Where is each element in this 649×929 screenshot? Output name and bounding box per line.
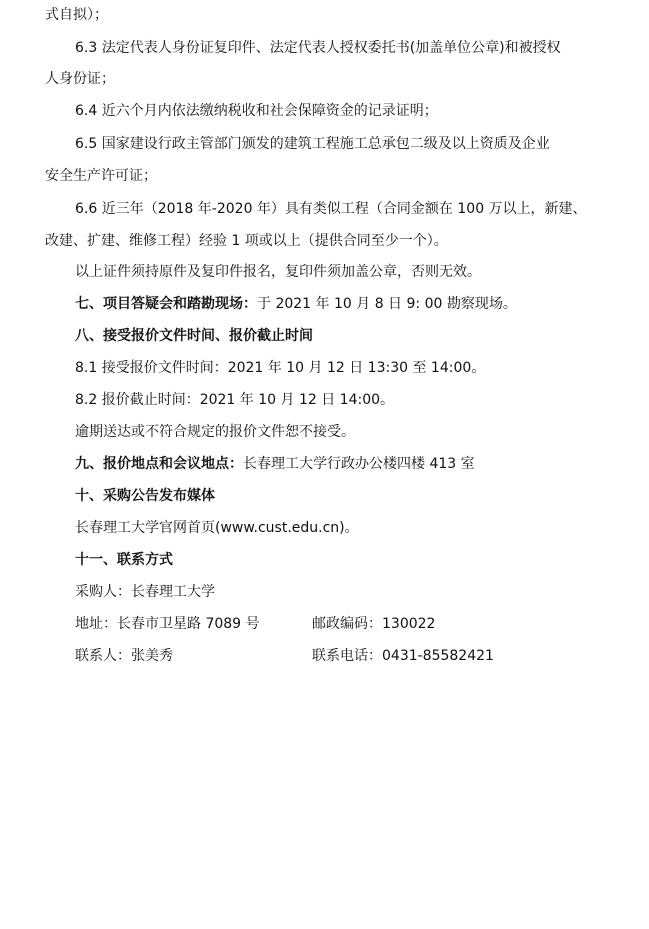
section-7-text: 于 2021 年 10 月 8 日 9: 00 勘察现场。	[257, 296, 517, 312]
section-9-title: 九、报价地点和会议地点：	[75, 456, 243, 472]
section-7	[75, 293, 604, 315]
contact-phone: 联系电话：0431-85582421	[312, 648, 494, 664]
section-11-title: 十一、联系方式	[75, 552, 173, 568]
contact-person: 联系人：张美秀	[75, 648, 173, 664]
continued-line: 式自拟）；	[45, 7, 108, 23]
item-6-6-line-1: 6.6 近三年（2018 年-2020 年）具有类似工程（合同金额在 100 万以上，新建、	[75, 201, 587, 217]
late-note: 逾期送达或不符合规定的报价文件恕不接受。	[75, 424, 355, 440]
address: 地址：长春市卫星路 7089 号	[75, 616, 260, 632]
section-9	[75, 453, 604, 475]
item-6-5-line-1: 6.5 国家建设行政主管部门颁发的建筑工程施工总承包二级及以上资质及企业	[75, 136, 550, 152]
item-8-2: 8.2 报价截止时间：2021 年 10 月 12 日 14:00。	[75, 392, 395, 408]
item-6-3-line-2: 人身份证；	[45, 71, 115, 87]
contact-row	[75, 645, 604, 667]
item-6-6-line-2: 改建、扩建、维修工程）经验 1 项或以上（提供合同至少一个）。	[45, 233, 448, 249]
section-10-text: 长春理工大学官网首页(www.cust.edu.cn)。	[75, 520, 359, 536]
section-9-text: 长春理工大学行政办公楼四楼 413 室	[243, 456, 475, 472]
certificate-note: 以上证件须持原件及复印件报名，复印件须加盖公章，否则无效。	[75, 264, 481, 280]
section-8-title: 八、接受报价文件时间、报价截止时间	[75, 328, 313, 344]
purchaser: 采购人：长春理工大学	[75, 584, 215, 600]
item-8-1: 8.1 接受报价文件时间：2021 年 10 月 12 日 13:30 至 14:00。	[75, 360, 486, 376]
item-6-4: 6.4 近六个月内依法缴纳税收和社会保障资金的记录证明；	[75, 103, 438, 119]
postcode: 邮政编码：130022	[312, 616, 436, 632]
item-6-5-line-2: 安全生产许可证；	[45, 168, 157, 184]
section-10-title: 十、采购公告发布媒体	[75, 488, 215, 504]
item-6-3-line-1: 6.3 法定代表人身份证复印件、法定代表人授权委托书(加盖单位公章)和被授权	[75, 40, 561, 56]
section-7-title: 七、项目答疑会和踏勘现场：	[75, 296, 257, 312]
address-row	[75, 613, 604, 635]
